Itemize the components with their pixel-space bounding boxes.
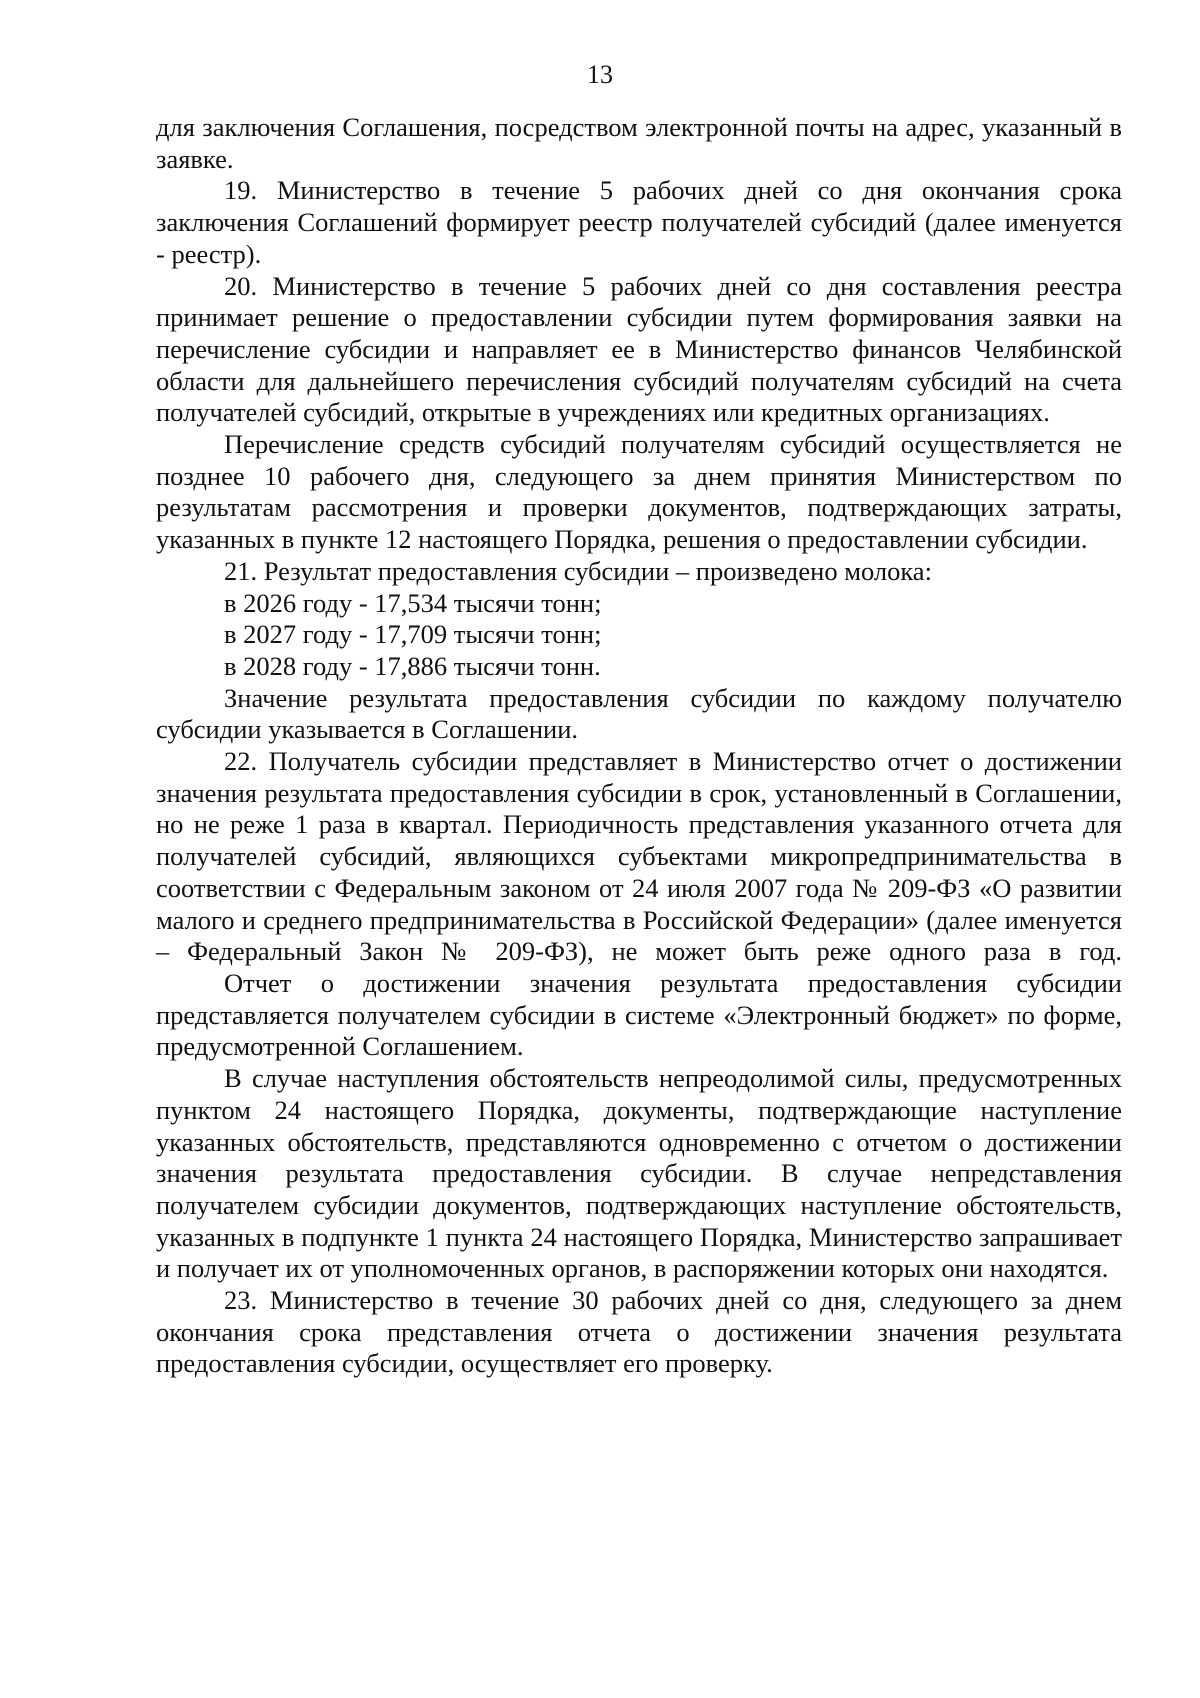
result-2027: в 2027 году - 17,709 тысячи тонн; [224, 619, 602, 650]
paragraph-report-form: Отчет о достижении значения результата предоставления субсидии представляется получателем субсидии в системе «Электронный бюджет» по форме, предусмотренной Соглашением. [156, 967, 1122, 1062]
page-number: 13 [587, 60, 613, 89]
paragraph-continuation: для заключения Соглашения, посредством электронной почты на адрес, указанный в заявке. [156, 112, 1122, 174]
paragraph-item-20: 20. Министерство в течение 5 рабочих дней со дня составления реестра принимает решение о предоставлении субсидии путем формирования заявки на перечисление субсидии и направляет ее в Министерство финансов Челябинской области для дальнейшего перечисления субсидий получателям субсидий на счета получателей субсидий, открытые в учреждениях или кредитных организациях. [156, 270, 1122, 428]
paragraph-item-22: 22. Получатель субсидии представляет в Министерство отчет о достижении значения результата предоставления субсидии в срок, установленный в Соглашении, но не реже 1 раза в квартал. Периодичность представления указанного отчета для получателей субсидий, являющихся субъектами микропредпринимательства в соответствии с Федеральным законом от 24 июля 2007 года № 209-ФЗ «О развитии малого и среднего предпринимательства в Российской Федерации» (далее именуется – Федеральный Закон № 209-ФЗ), не может быть реже одного раза в год. [156, 746, 1122, 967]
document-body [156, 112, 1122, 1380]
paragraph-transfer-terms: Перечисление средств субсидий получателям субсидий осуществляется не позднее 10 рабочего дня, следующего за днем принятия Министерством по результатам рассмотрения и проверки документов, подтверждающих затраты, указанных в пункте 12 настоящего Порядка, решения о предоставлении субсидии. [156, 429, 1122, 555]
paragraph-result-value: Значение результата предоставления субсидии по каждому получателю субсидии указывается в Соглашении. [156, 682, 1122, 745]
result-2026: в 2026 году - 17,534 тысячи тонн; [224, 587, 602, 618]
paragraph-item-19: 19. Министерство в течение 5 рабочих дней со дня окончания срока заключения Соглашений формирует реестр получателей субсидий (далее именуется - реестр). [156, 175, 1122, 269]
paragraph-item-21: 21. Результат предоставления субсидии – произведено молока: [224, 555, 932, 586]
result-2028: в 2028 году - 17,886 тысячи тонн. [224, 650, 601, 681]
paragraph-item-23: 23. Министерство в течение 30 рабочих дней со дня, следующего за днем окончания срока представления отчета о достижении значения результата предоставления субсидии, осуществляет его проверку. [156, 1285, 1122, 1379]
paragraph-force-majeure: В случае наступления обстоятельств непреодолимой силы, предусмотренных пунктом 24 настоящего Порядка, документы, подтверждающие наступление указанных обстоятельств, представляются одновременно с отчетом о достижении значения результата предоставления субсидии. В случае непредставления получателем субсидии документов, подтверждающих наступление обстоятельств, указанных в подпункте 1 пункта 24 настоящего Порядка, Министерство запрашивает и получает их от уполномоченных органов, в распоряжении которых они находятся. [156, 1063, 1122, 1284]
